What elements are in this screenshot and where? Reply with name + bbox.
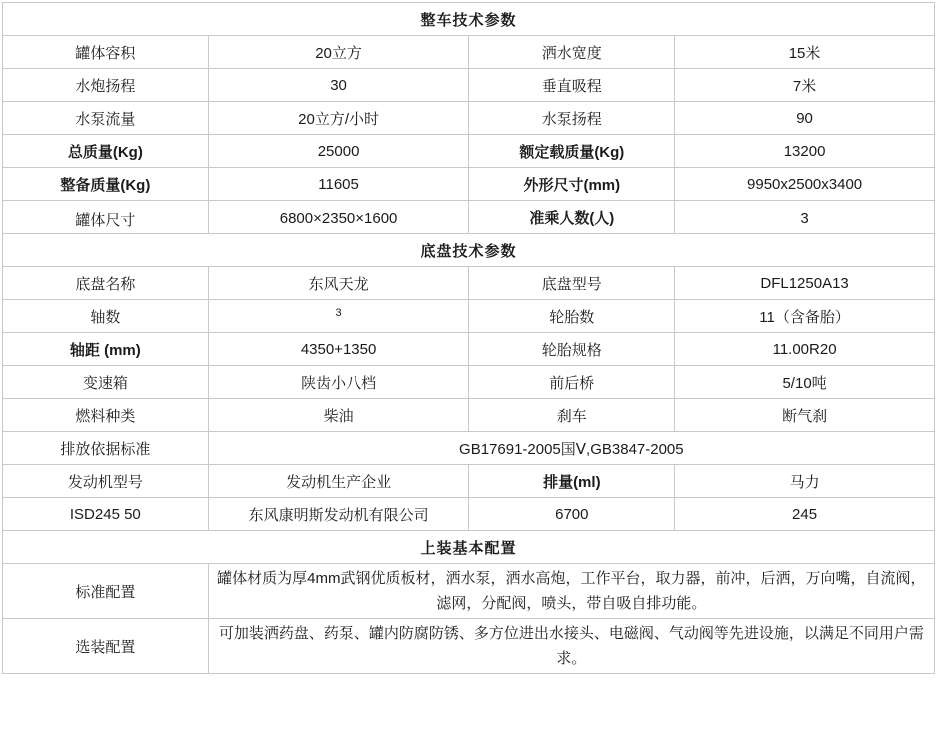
table-row (3, 300, 935, 333)
row-label: 轴数 (3, 300, 209, 333)
table-row (3, 135, 935, 168)
row-value: 20立方 (208, 36, 469, 69)
emission-label: 排放依据标准 (3, 432, 209, 465)
standard-config-text: 罐体材质为厚4mm武钢优质板材，洒水泵，洒水高炮，工作平台，取力器，前冲，后洒，万向嘴，自流阀，滤网，分配阀，喷头，带自吸自排功能。 (208, 564, 934, 619)
table-row (3, 267, 935, 300)
table-row (3, 36, 935, 69)
row-label: 罐体容积 (3, 36, 209, 69)
row-label: 外形尺寸(mm) (469, 168, 675, 201)
row-value (208, 300, 469, 333)
row-label: 轮胎数 (469, 300, 675, 333)
row-label: 水泵流量 (3, 102, 209, 135)
engine-header-model: 发动机型号 (3, 465, 209, 498)
row-label: 罐体尺寸 (3, 201, 209, 234)
row-label: 准乘人数(人) (469, 201, 675, 234)
section-header-upper: 上装基本配置 (3, 531, 935, 564)
row-label: 变速箱 (3, 366, 209, 399)
table-row (3, 3, 935, 36)
section-header-vehicle: 整车技术参数 (3, 3, 935, 36)
row-label: 总质量(Kg) (3, 135, 209, 168)
table-row (3, 564, 935, 619)
row-value: 3 (675, 201, 935, 234)
table-row (3, 102, 935, 135)
row-value: 13200 (675, 135, 935, 168)
table-row (3, 465, 935, 498)
engine-value-horsepower: 245 (675, 498, 935, 531)
row-value: 15米 (675, 36, 935, 69)
optional-config-text: 可加装洒药盘、药泵、罐内防腐防锈、多方位进出水接头、电磁阀、气动阀等先进设施，以满足不同用户需求。 (208, 619, 934, 674)
row-value: 11（含备胎） (675, 300, 935, 333)
table-row (3, 69, 935, 102)
row-label: 底盘型号 (469, 267, 675, 300)
table-row (3, 498, 935, 531)
table-row (3, 234, 935, 267)
table-row (3, 201, 935, 234)
optional-config-label: 选装配置 (3, 619, 209, 674)
row-value: DFL1250A13 (675, 267, 935, 300)
table-row (3, 432, 935, 465)
row-label: 前后桥 (469, 366, 675, 399)
row-label: 底盘名称 (3, 267, 209, 300)
section-header-chassis: 底盘技术参数 (3, 234, 935, 267)
row-value: 4350+1350 (208, 333, 469, 366)
row-value: 陕齿小八档 (208, 366, 469, 399)
row-value: 90 (675, 102, 935, 135)
row-value: 25000 (208, 135, 469, 168)
row-label: 洒水宽度 (469, 36, 675, 69)
row-value: 柴油 (208, 399, 469, 432)
row-label: 水泵扬程 (469, 102, 675, 135)
emission-value: GB17691-2005国Ⅴ,GB3847-2005 (208, 432, 934, 465)
row-label: 轴距 (mm) (3, 333, 209, 366)
row-value: 5/10吨 (675, 366, 935, 399)
row-label: 整备质量(Kg) (3, 168, 209, 201)
engine-value-manufacturer: 东风康明斯发动机有限公司 (208, 498, 469, 531)
row-value: 20立方/小时 (208, 102, 469, 135)
row-value: 6800×2350×1600 (208, 201, 469, 234)
table-row (3, 399, 935, 432)
table-row (3, 531, 935, 564)
engine-value-model: ISD245 50 (3, 498, 209, 531)
table-row (3, 619, 935, 674)
table-row (3, 168, 935, 201)
engine-value-displacement: 6700 (469, 498, 675, 531)
axle-count-value: 3 (335, 306, 342, 319)
engine-header-displacement: 排量(ml) (469, 465, 675, 498)
row-label: 燃料种类 (3, 399, 209, 432)
row-label: 轮胎规格 (469, 333, 675, 366)
row-value: 东风天龙 (208, 267, 469, 300)
row-label: 水炮扬程 (3, 69, 209, 102)
row-value: 30 (208, 69, 469, 102)
row-value: 断气刹 (675, 399, 935, 432)
row-value: 7米 (675, 69, 935, 102)
row-label: 额定载质量(Kg) (469, 135, 675, 168)
table-row (3, 366, 935, 399)
standard-config-label: 标准配置 (3, 564, 209, 619)
row-value: 9950x2500x3400 (675, 168, 935, 201)
row-value: 11605 (208, 168, 469, 201)
specification-table (2, 2, 935, 674)
row-label: 垂直吸程 (469, 69, 675, 102)
row-value: 11.00R20 (675, 333, 935, 366)
spec-sheet (0, 2, 937, 744)
table-row (3, 333, 935, 366)
engine-header-manufacturer: 发动机生产企业 (208, 465, 469, 498)
row-label: 刹车 (469, 399, 675, 432)
engine-header-horsepower: 马力 (675, 465, 935, 498)
